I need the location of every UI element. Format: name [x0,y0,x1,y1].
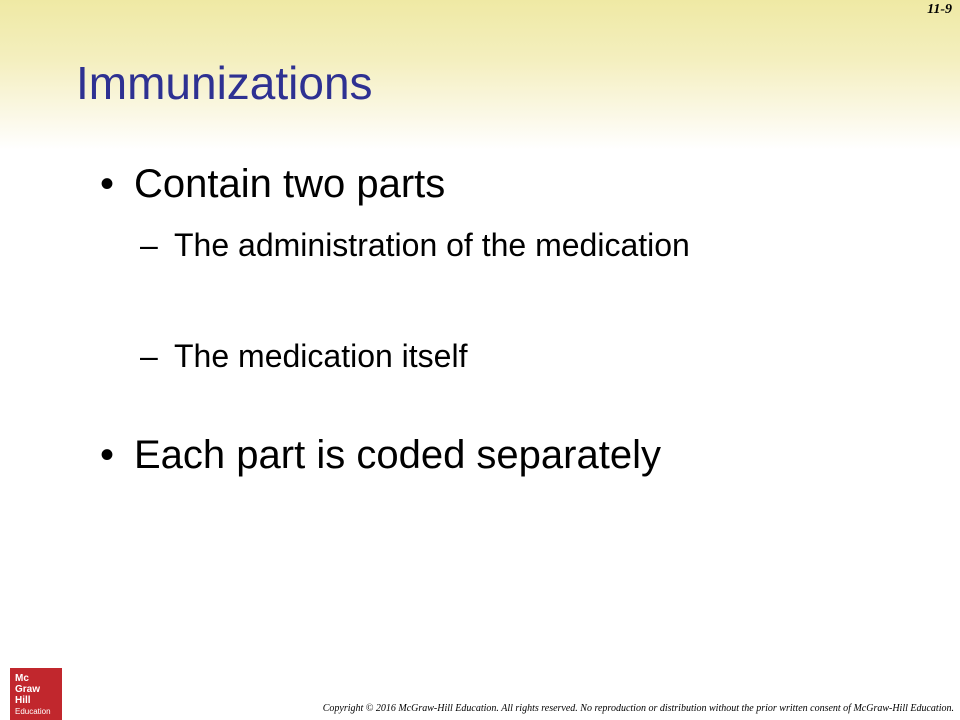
logo-text: Graw [15,684,41,695]
copyright-notice: Copyright © 2016 McGraw-Hill Education. All rights reserved. No reproduction or distribution without the prior written consent of McGraw-Hill Education. [322,703,954,714]
sub-bullet-text: The medication itself [174,338,468,374]
bullet-text: Each part is coded separately [134,433,661,477]
mcgraw-hill-logo [10,668,62,720]
logo-text: Hill [15,695,31,706]
sub-bullet-item [140,337,740,375]
bullet-marker: • [100,162,115,206]
sub-bullet-marker: – [140,338,158,374]
logo-text: Education [15,707,51,716]
slide-number: 11-9 [927,2,952,17]
bullet-marker: • [100,433,115,477]
sub-bullet-marker: – [140,227,158,263]
logo-text: Mc [15,673,29,684]
sub-bullet-text: The administration of the medication [174,227,690,263]
sub-bullet-item [140,226,740,264]
bullet-text: Contain two parts [134,162,446,206]
slide-title: Immunizations [76,57,373,109]
